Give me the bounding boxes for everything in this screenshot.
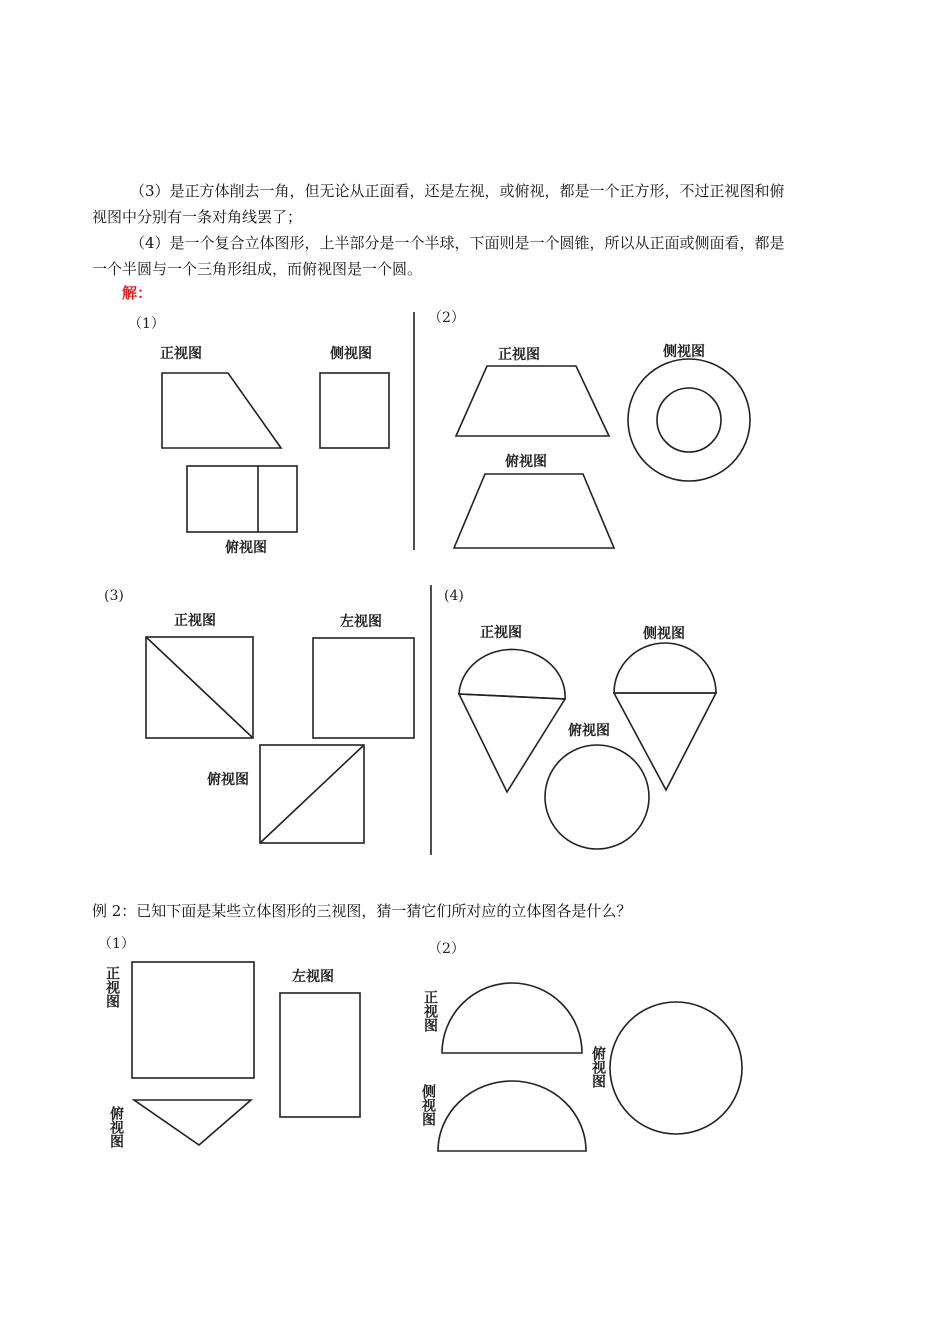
side-view-label: 侧视图 (420, 1084, 436, 1126)
paragraph-4-line-1: （4）是一个复合立体图形，上半部分是一个半球，下面则是一个圆锥，所以从正面或侧面看，都是 (130, 234, 785, 252)
front-view-trapezoid (162, 373, 281, 448)
figure-number: (4) (444, 588, 464, 604)
front-view-semicircle (459, 649, 565, 699)
top-view-circle (610, 1002, 742, 1134)
top-view-label: 俯视图 (108, 1106, 124, 1148)
side-view-label: 侧视图 (663, 344, 705, 360)
side-view-label: 侧视图 (330, 346, 372, 362)
left-view-label: 左视图 (340, 614, 382, 630)
top-view-label: 俯视图 (590, 1046, 606, 1088)
solution-figure-2 (428, 310, 750, 548)
top-view-triangle (134, 1100, 251, 1145)
figure-number: （2） (428, 941, 465, 957)
solution-label: 解： (122, 284, 153, 302)
top-view-label: 俯视图 (225, 540, 267, 556)
top-view-trapezoid (454, 474, 614, 548)
example-2-question: 例 2：已知下面是某些立体图形的三视图，猜一猜它们所对应的立体图各是什么？ (92, 902, 632, 920)
left-view-label: 左视图 (292, 969, 334, 985)
top-view-label: 俯视图 (207, 772, 249, 788)
left-view-rectangle (280, 993, 360, 1117)
solution-figure-4 (444, 588, 716, 849)
figure-number: (3) (104, 588, 124, 604)
front-view-label: 正视图 (480, 625, 522, 641)
side-view-outer-circle (628, 359, 750, 481)
front-view-label: 正视图 (422, 990, 438, 1032)
left-view-square (313, 638, 414, 738)
example2-figure-1 (98, 936, 360, 1149)
side-view-label: 侧视图 (643, 626, 685, 642)
top-view-rectangle (187, 466, 297, 532)
front-view-label: 正视图 (160, 346, 202, 362)
top-view-label: 俯视图 (568, 723, 610, 739)
paragraph-3-line-2: 视图中分别有一条对角线罢了； (92, 208, 303, 226)
paragraph-4-line-2: 一个半圆与一个三角形组成，而俯视图是一个圆。 (92, 260, 423, 278)
front-view-square (132, 962, 254, 1078)
front-view-label: 正视图 (174, 613, 216, 629)
solution-figure-1 (128, 316, 389, 556)
top-view-label: 俯视图 (505, 454, 547, 470)
front-view-semicircle (442, 983, 582, 1053)
side-view-inner-circle (657, 388, 721, 452)
front-view-label: 正视图 (104, 966, 120, 1008)
front-view-trapezoid (456, 366, 609, 436)
side-view-rectangle (320, 373, 389, 448)
front-view-label: 正视图 (498, 347, 540, 363)
figure-number: （2） (428, 310, 465, 326)
front-view-diagonal (146, 637, 253, 738)
top-view-diagonal (260, 745, 364, 843)
example2-figure-2 (420, 941, 742, 1151)
side-view-semicircle (438, 1081, 586, 1151)
top-view-circle (545, 745, 649, 849)
solution-figure-3 (104, 588, 414, 843)
side-view-semicircle (614, 643, 716, 693)
figure-number: （1） (98, 936, 135, 952)
paragraph-3-line-1: （3）是正方体削去一角，但无论从正面看，还是左视，或俯视，都是一个正方形，不过正视图和俯 (130, 182, 785, 200)
side-view-triangle (614, 693, 716, 790)
figure-number: （1） (128, 316, 165, 332)
